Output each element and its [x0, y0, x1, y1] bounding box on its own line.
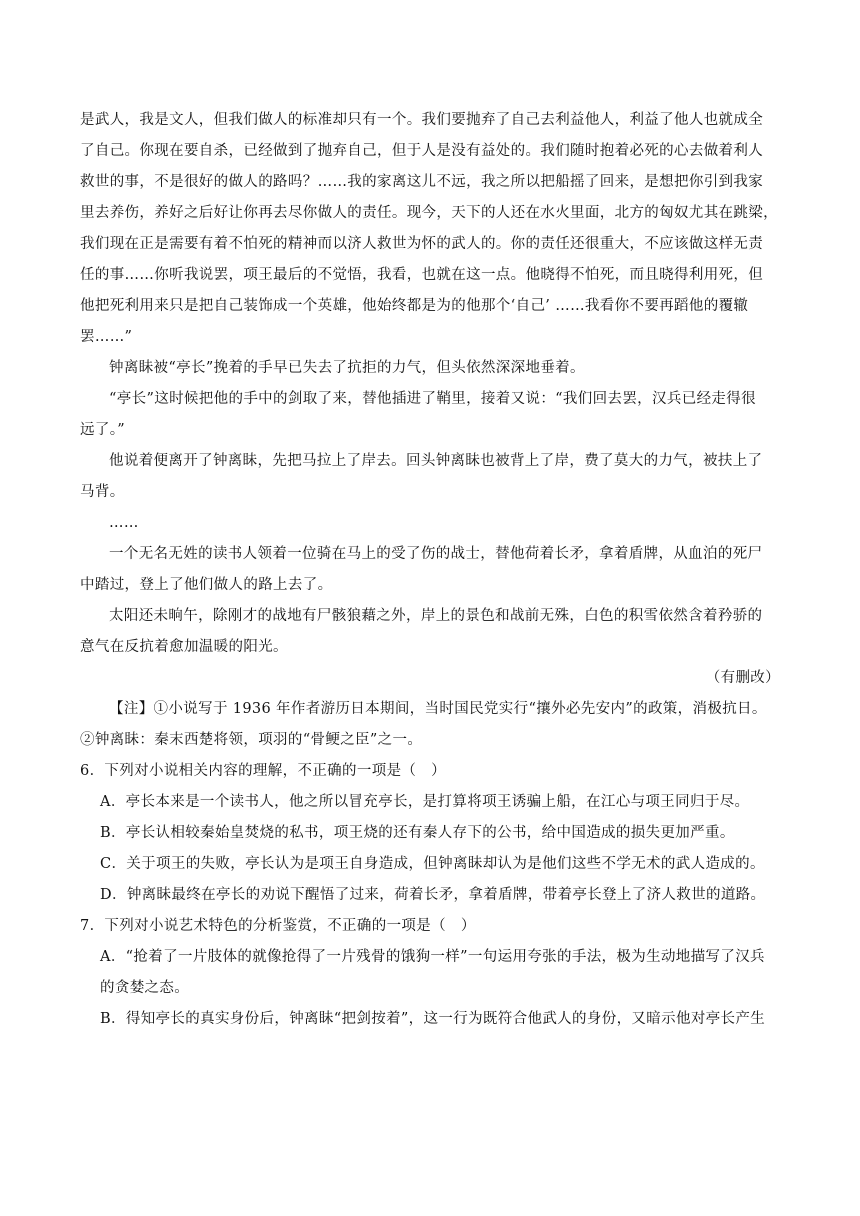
text-line: C．关于项王的失败，亭长认为是项王自身造成，但钟离眛却认为是他们这些不学无术的武人造成的。	[100, 856, 765, 872]
text-line: 是武人，我是文人，但我们做人的标准却只有一个。我们要抛弃了自己去利益他人，利益了他人也就成全	[80, 112, 764, 128]
text-line: ……	[109, 515, 139, 531]
text-line: 里去养伤，养好之后好让你再去尽你做人的责任。现今，天下的人还在水火里面，北方的匈奴尤其在跳梁，	[80, 205, 778, 221]
text-line: 我们现在正是需要有着不怕死的精神而以济人救世为怀的武人的。你的责任还很重大，不应该做这样无责	[80, 236, 764, 252]
text-line: 了自己。你现在要自杀，已经做到了抛弃自己，但于人是没有益处的。我们随时抱着必死的心去做着利人	[80, 143, 764, 159]
document-page	[80, 105, 780, 1035]
text-line: 他把死利用来只是把自己装饰成一个英雄，他始终都是为的他那个‘自己’ ……我看你不要再蹈他的覆辙	[80, 298, 749, 314]
text-line: 太阳还未晌午，除刚才的战地有尸骸狼藉之外，岸上的景色和战前无殊，白色的积雪依然含着矜骄的	[109, 608, 763, 624]
text-line: 远了。”	[80, 422, 126, 438]
text-line: “亭长”这时候把他的手中的剑取了来，替他插进了鞘里，接着又说：“我们回去罢，汉兵已经走得很	[109, 391, 756, 407]
text-line: B．得知亭长的真实身份后，钟离眛“把剑按着”，这一行为既符合他武人的身份，又暗示他对亭长产生	[100, 1011, 766, 1027]
text-line: 7．下列对小说艺术特色的分析鉴赏，不正确的一项是（ ）	[80, 918, 476, 934]
text-line: 中踏过，登上了他们做人的路上去了。	[80, 577, 333, 593]
text-line: ②钟离眛：秦末西楚将领，项羽的“骨鲠之臣”之一。	[80, 732, 423, 748]
text-line: 6．下列对小说相关内容的理解，不正确的一项是（ ）	[80, 763, 446, 779]
text-line: 【注】①小说写于 1936 年作者游历日本期间，当时国民党实行“攘外必先安内”的政策，消极抗日。	[109, 701, 767, 717]
text-line: 马背。	[80, 484, 125, 500]
text-line: 罢……”	[80, 329, 133, 345]
text-line: A．亭长本来是一个读书人，他之所以冒充亭长，是打算将项王诱骗上船，在江心与项王同归于尽。	[100, 794, 750, 810]
text-line: （有删改）	[705, 670, 780, 686]
text-line: 任的事……你听我说罢，项王最后的不觉悟，我看，也就在这一点。他晓得不怕死，而且晓得利用死，但	[80, 267, 764, 283]
text-line: 的贪婪之态。	[100, 980, 190, 996]
text-line: 他说着便离开了钟离眛，先把马拉上了岸去。回头钟离眛也被背上了岸，费了莫大的力气，被扶上了	[109, 453, 763, 469]
text-line: B．亭长认相较秦始皇焚烧的私书，项王烧的还有秦人存下的公书，给中国造成的损失更加严重。	[100, 825, 735, 841]
text-line: D．钟离眛最终在亭长的劝说下醒悟了过来，荷着长矛，拿着盾牌，带着亭长登上了济人救世的道路。	[100, 887, 766, 903]
text-line: 一个无名无姓的读书人领着一位骑在马上的受了伤的战士，替他荷着长矛，拿着盾牌，从血泊的死尸	[109, 546, 763, 562]
text-line: A．“抢着了一片肢体的就像抢得了一片残骨的饿狗一样”一句运用夸张的手法，极为生动地描写了汉兵	[100, 949, 765, 965]
text-line: 钟离眛被“亭长”挽着的手早已失去了抗拒的力气，但头依然深深地垂着。	[109, 360, 585, 376]
text-line: 救世的事，不是很好的做人的路吗？……我的家离这儿不远，我之所以把船摇了回来，是想把你引到我家	[80, 174, 764, 190]
text-line: 意气在反抗着愈加温暖的阳光。	[80, 639, 288, 655]
